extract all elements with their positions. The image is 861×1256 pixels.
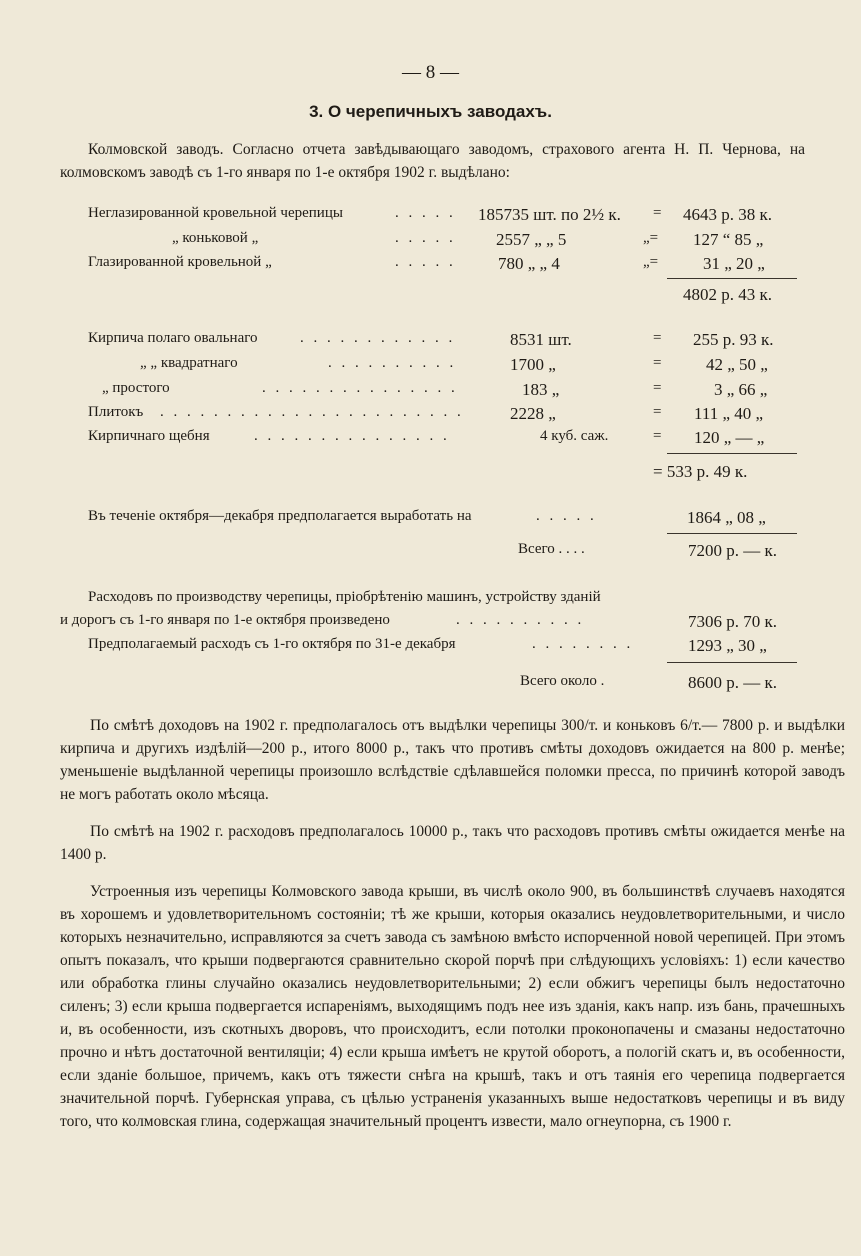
total-amount: 8600 р. — к.: [688, 673, 778, 692]
row-amount: 255 р. 93 к.: [693, 330, 774, 349]
row-amount: 120 „ — „: [694, 428, 765, 447]
expenses-row: [0, 589, 861, 613]
row-label: „ „ квадратнаго: [140, 355, 238, 371]
table-row: [0, 428, 861, 452]
equals-sign: =: [653, 428, 662, 444]
equals-sign: =: [653, 355, 662, 371]
tiles-subtotal: 4802 р. 43 к.: [683, 285, 773, 304]
row-amount: 31 „ 20 „: [703, 254, 765, 273]
total-row: [0, 673, 861, 697]
row-quantity: 183 „: [522, 380, 560, 399]
total-label: Всего . . . .: [518, 541, 585, 557]
total-label: Всего около .: [520, 673, 605, 689]
row-label: Кирпича полаго овальнаго: [88, 330, 258, 346]
leader-dots: . . . . .: [395, 254, 456, 270]
bricks-subtotal: = 533 р. 49 к.: [653, 462, 748, 481]
paragraph-expenses: По смѣтѣ на 1902 г. расходовъ предполагалось 10000 р., такъ что расходовъ противъ смѣты ожидается менѣе на 1400 р.: [60, 823, 845, 863]
planned-row: [0, 508, 861, 532]
sum-rule: [667, 453, 797, 454]
leader-dots: . . . . . . . . . .: [328, 355, 457, 371]
table-row: [0, 254, 861, 278]
row-amount: 4643 р. 38 к.: [683, 205, 773, 224]
expenses-label-line2: и дорогъ съ 1-го января по 1-е октября произведено: [60, 612, 390, 628]
intro-paragraph: Колмовской заводъ. Согласно отчета завѣдывающаго заводомъ, страхового агента Н. П. Чернова, на колмовскомъ заводѣ съ 1-го января по 1-е октября 1902 г. выдѣлано:: [60, 141, 805, 181]
subtotal-row: [0, 285, 861, 309]
leader-dots: . . . . . . . .: [532, 636, 634, 652]
total-row: [0, 541, 861, 565]
row-label: Неглазированной кровельной черепицы: [88, 205, 343, 221]
row-quantity: 185735 шт. по 2½ к.: [478, 205, 621, 224]
row-label: „ простого: [102, 380, 170, 396]
leader-dots: . . . . . . . . . . . . . . . . . . . . . . .: [160, 404, 464, 420]
expenses-label-line1: Расходовъ по производству черепицы, пріобрѣтенію машинъ, устройству зданій: [88, 589, 601, 605]
row-amount: 111 „ 40 „: [694, 404, 764, 423]
expected-label: Предполагаемый расходъ съ 1-го октября по 31-е декабря: [88, 636, 456, 652]
table-row: [0, 404, 861, 428]
sum-rule: [667, 533, 797, 534]
table-row: [0, 230, 861, 254]
row-label: Глазированной кровельной „: [88, 254, 272, 270]
equals-sign: =: [653, 404, 662, 420]
leader-dots: . . . . . . . . . . . . . . .: [262, 380, 458, 396]
row-label: Плитокъ: [88, 404, 144, 420]
paragraph-roofs: Устроенныя изъ черепицы Колмовского завода крыши, въ числѣ около 900, въ большинствѣ случаевъ находятся въ хорошемъ и удовлетворительномъ состояніи; тѣ же крыши, которыя оказались неудовлетворительными, и число которыхъ незначительно, исправляются за счетъ завода съ замѣною вмѣсто испорченной новой черепицей. При этомъ опытъ показалъ, что крыши подвергаются сравнительно скорой порчѣ при слѣдующихъ условіяхъ: 1) если качество или обработка глины случайно оказались неудовлетворительными; 2) если обжигъ черепицы былъ недостаточно силенъ; 3) если крыша подвергается испареніямъ, выходящимъ подъ нее изъ зданія, какъ напр. изъ бань, прачешныхъ и, въ особенности, изъ скотныхъ дворовъ, что происходитъ, если потолки проконопачены и смазаны недостаточно прочно и нѣтъ достаточной вентиляціи; 4) если крыша имѣетъ не крутой оборотъ, а пологій скатъ и, въ особенности, если зданіе большое, причемъ, какъ отъ тяжести снѣга на крышѣ, такъ и отъ таянія его черепица подвергается значительной порчѣ. Губернская управа, съ цѣлью устраненія указанныхъ выше недостатковъ черепицы и въ виду того, что колмовская глина, содержащая значительный процентъ извести, мало огнеупорна, съ 1900 г.: [60, 883, 845, 1130]
leader-dots: . . . . . . . . . .: [456, 612, 585, 628]
leader-dots: . . . . .: [395, 205, 456, 221]
row-quantity: 1700 „: [510, 355, 556, 374]
row-quantity: 2557 „ „ 5: [496, 230, 567, 249]
row-amount: 127 “ 85 „: [693, 230, 764, 249]
expenses-row: [0, 612, 861, 636]
equals-sign: =: [653, 205, 662, 221]
sum-rule: [667, 662, 797, 663]
subtotal-row: [0, 462, 861, 486]
row-label: Кирпичнаго щебня: [88, 428, 210, 444]
row-label: „ коньковой „: [172, 230, 259, 246]
expenses-amount: 7306 р. 70 к.: [688, 612, 778, 631]
equals-sign: =: [653, 380, 662, 396]
row-amount: 3 „ 66 „: [714, 380, 768, 399]
planned-label: Въ теченіе октября—декабря предполагается выработать на: [88, 508, 472, 524]
table-row: [0, 330, 861, 354]
row-quantity: 4 куб. саж.: [540, 428, 609, 444]
leader-dots: . . . . . . . . . . . .: [300, 330, 456, 346]
equals-sign: „=: [643, 230, 659, 246]
leader-dots: . . . . .: [395, 230, 456, 246]
equals-sign: „=: [643, 254, 659, 270]
expected-row: [0, 636, 861, 660]
equals-sign: =: [653, 330, 662, 346]
sum-rule: [667, 278, 797, 279]
total-amount: 7200 р. — к.: [688, 541, 778, 560]
planned-amount: 1864 „ 08 „: [687, 508, 766, 527]
row-amount: 42 „ 50 „: [706, 355, 768, 374]
expected-amount: 1293 „ 30 „: [688, 636, 767, 655]
paragraph-income: По смѣтѣ доходовъ на 1902 г. предполагалось отъ выдѣлки черепицы 300/т. и коньковъ 6/т.— 7800 р. и выдѣлки кирпича и другихъ издѣлій—200 р., итого 8000 р., такъ что противъ смѣты доходовъ ожидается на 800 р. менѣе; уменьшеніе выдѣланной черепицы произошло вслѣдствіе сдѣлавшейся поломки пресса, по причинѣ которой заводъ не могъ работать около мѣсяца.: [60, 717, 845, 803]
table-row: [0, 355, 861, 379]
table-row: [0, 380, 861, 404]
section-title: 3. О черепичныхъ заводахъ.: [309, 102, 552, 121]
table-row: [0, 205, 861, 229]
row-quantity: 8531 шт.: [510, 330, 572, 349]
page-number: — 8 —: [402, 62, 459, 83]
row-quantity: 780 „ „ 4: [498, 254, 560, 273]
leader-dots: . . . . .: [536, 508, 597, 524]
row-quantity: 2228 „: [510, 404, 556, 423]
leader-dots: . . . . . . . . . . . . . . .: [254, 428, 450, 444]
